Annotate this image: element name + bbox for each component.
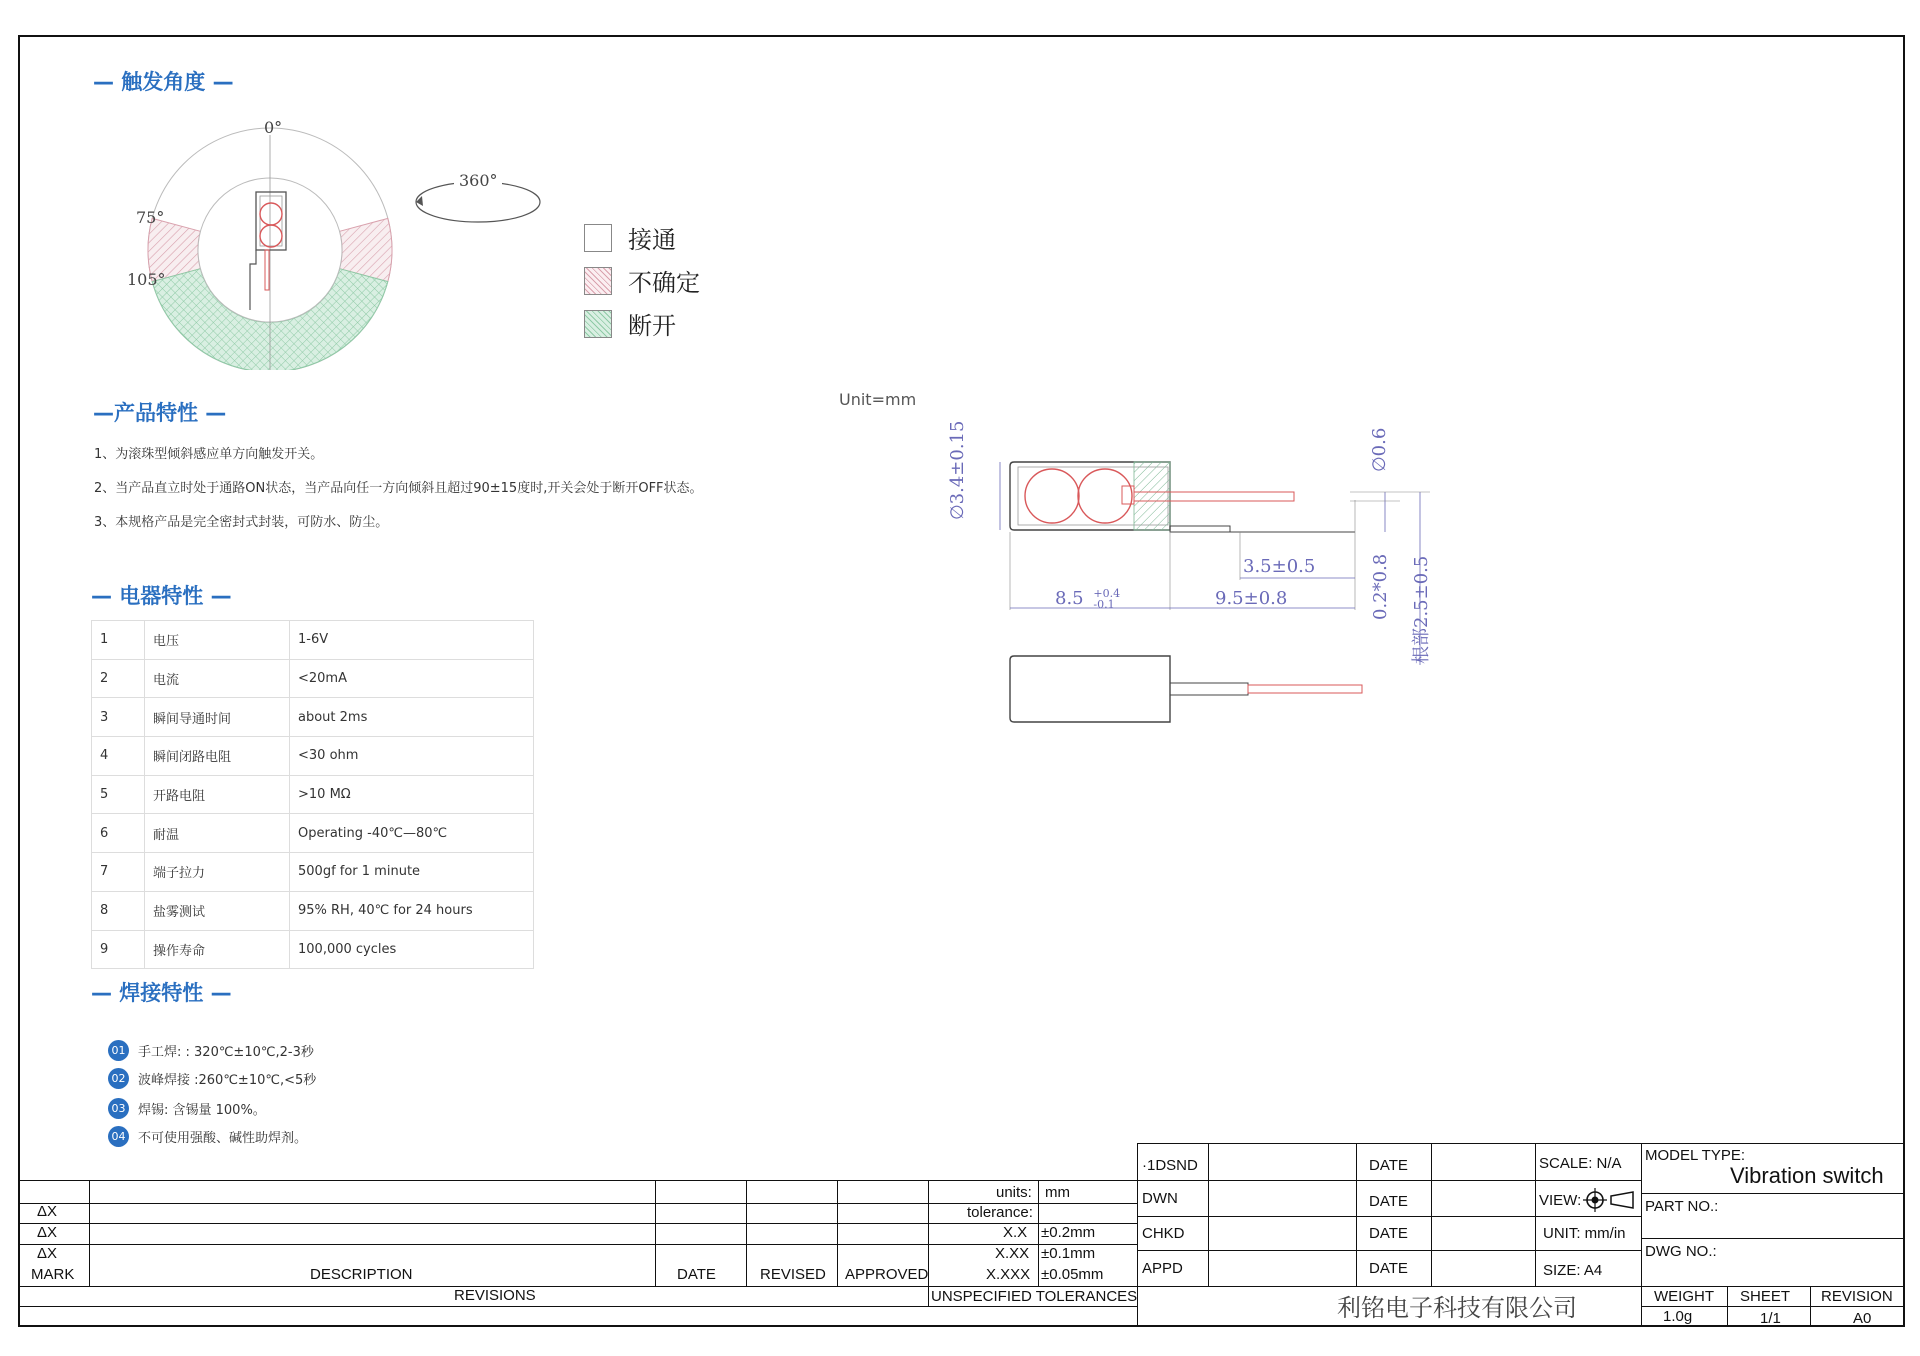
tb-line bbox=[1641, 1193, 1905, 1194]
spec-name-cell: 端子拉力 bbox=[145, 853, 290, 892]
tb-line bbox=[1641, 1238, 1905, 1239]
spec-value-cell: 500gf for 1 minute bbox=[290, 853, 534, 892]
tolerance-key: X.XX bbox=[995, 1245, 1030, 1262]
welding-text: 手工焊: : 320℃±10℃,2-3秒 bbox=[138, 1045, 314, 1060]
sheet-label: SHEET bbox=[1740, 1288, 1791, 1305]
tolerance-value: ±0.2mm bbox=[1041, 1224, 1096, 1241]
tb-line bbox=[1641, 1286, 1905, 1287]
table-row bbox=[92, 659, 534, 698]
welding-text: 焊锡: 含锡量 100%。 bbox=[138, 1103, 266, 1118]
angle-label-0: 0° bbox=[264, 118, 283, 137]
spec-number-cell: 7 bbox=[92, 853, 145, 892]
spec-number-cell: 2 bbox=[92, 659, 145, 698]
spec-number-cell: 8 bbox=[92, 891, 145, 930]
spec-value-cell: about 2ms bbox=[290, 698, 534, 737]
sheet-value: 1/1 bbox=[1760, 1310, 1781, 1327]
spec-name-cell: 瞬间导通时间 bbox=[145, 698, 290, 737]
spec-value-cell: <30 ohm bbox=[290, 737, 534, 776]
tb-line bbox=[1137, 1143, 1642, 1144]
signoff-unit: UNIT: mm/in bbox=[1543, 1225, 1626, 1242]
tb-line bbox=[1356, 1143, 1357, 1286]
spec-number-cell: 4 bbox=[92, 737, 145, 776]
model-type-value: Vibration switch bbox=[1730, 1163, 1884, 1188]
signoff-scale: SCALE: N/A bbox=[1539, 1155, 1622, 1172]
table-row bbox=[92, 814, 534, 853]
welding-item-3 bbox=[108, 1098, 266, 1119]
legend-label-uncertain: 不确定 bbox=[628, 269, 700, 297]
legend-label-on: 接通 bbox=[628, 226, 676, 254]
tb-line bbox=[1137, 1286, 1642, 1287]
legend-swatch-on bbox=[584, 224, 612, 252]
spec-value-cell: <20mA bbox=[290, 659, 534, 698]
weight-value: 1.0g bbox=[1663, 1308, 1693, 1325]
tb-line bbox=[1208, 1143, 1209, 1286]
welding-item-4 bbox=[108, 1126, 307, 1147]
tb-line bbox=[746, 1180, 747, 1286]
unspecified-tolerances-label: UNSPECIFIED TOLERANCES bbox=[931, 1288, 1138, 1305]
tolerance-units-label: units: bbox=[996, 1184, 1032, 1201]
spec-number-cell: 5 bbox=[92, 775, 145, 814]
signoff-role: DWN bbox=[1142, 1190, 1178, 1207]
weight-label: WEIGHT bbox=[1654, 1288, 1714, 1305]
welding-text: 不可使用强酸、碱性助焊剂。 bbox=[138, 1131, 308, 1146]
tb-line bbox=[18, 1244, 1138, 1245]
dwg-no-label: DWG NO.: bbox=[1645, 1243, 1717, 1260]
tb-line bbox=[1038, 1180, 1039, 1286]
table-row bbox=[92, 698, 534, 737]
dim-8-5 bbox=[1055, 588, 1120, 610]
spec-name-cell: 耐温 bbox=[145, 814, 290, 853]
tb-line bbox=[18, 1286, 1138, 1287]
spec-number-cell: 9 bbox=[92, 930, 145, 969]
company-name: 利铭电子科技有限公司 bbox=[1337, 1294, 1577, 1322]
legend-swatch-uncertain bbox=[584, 267, 612, 295]
welding-number-badge: 02 bbox=[108, 1068, 129, 1089]
revision-mark: ΔX bbox=[37, 1203, 58, 1220]
tolerance-units-value: mm bbox=[1045, 1184, 1070, 1201]
signoff-date: DATE bbox=[1369, 1225, 1408, 1242]
dim-3-5: 3.5±0.5 bbox=[1243, 556, 1316, 577]
revision-col-mark: MARK bbox=[31, 1266, 75, 1283]
revision-col-revised: REVISED bbox=[760, 1266, 826, 1283]
welding-text: 波峰焊接 :260℃±10℃,<5秒 bbox=[138, 1073, 317, 1088]
tb-line bbox=[1431, 1143, 1432, 1286]
dim-root-2-5: 根部2.5±0.5 bbox=[1411, 555, 1432, 664]
table-row bbox=[92, 621, 534, 660]
dim-9-5: 9.5±0.8 bbox=[1215, 588, 1288, 609]
signoff-date: DATE bbox=[1369, 1157, 1408, 1174]
tb-line bbox=[89, 1180, 90, 1286]
signoff-role: ·1DSND bbox=[1142, 1157, 1198, 1174]
spec-value-cell: 95% RH, 40℃ for 24 hours bbox=[290, 891, 534, 930]
signoff-view: VIEW: bbox=[1539, 1192, 1582, 1209]
angle-label-75: 75° bbox=[136, 208, 165, 227]
revision-col-date: DATE bbox=[677, 1266, 716, 1283]
tb-line bbox=[928, 1180, 929, 1306]
spec-value-cell: 1-6V bbox=[290, 621, 534, 660]
tolerance-label: tolerance: bbox=[967, 1204, 1033, 1221]
legend-item-on bbox=[584, 220, 676, 255]
tolerance-value: ±0.05mm bbox=[1041, 1266, 1104, 1283]
revisions-label: REVISIONS bbox=[454, 1287, 536, 1304]
table-row bbox=[92, 891, 534, 930]
legend-item-off bbox=[584, 306, 676, 341]
welding-number-badge: 04 bbox=[108, 1126, 129, 1147]
legend-swatch-off bbox=[584, 310, 612, 338]
projection-symbol-icon bbox=[1583, 1187, 1639, 1213]
section-title-electrical: — 电器特性 — bbox=[91, 584, 232, 608]
tb-line bbox=[1137, 1216, 1642, 1217]
trigger-angle-diagram bbox=[120, 110, 560, 370]
feature-line-3: 3、本规格产品是完全密封式封装，可防水、防尘。 bbox=[94, 515, 389, 530]
spec-name-cell: 盐雾测试 bbox=[145, 891, 290, 930]
legend-item-uncertain bbox=[584, 263, 700, 298]
model-type-label: MODEL TYPE: bbox=[1645, 1147, 1746, 1164]
signoff-role: CHKD bbox=[1142, 1225, 1185, 1242]
dim-diameter: ∅3.4±0.15 bbox=[947, 420, 968, 520]
spec-value-cell: Operating -40℃—80℃ bbox=[290, 814, 534, 853]
tb-line bbox=[1727, 1286, 1728, 1326]
tolerance-key: X.XXX bbox=[986, 1266, 1031, 1283]
part-no-label: PART NO.: bbox=[1645, 1198, 1719, 1215]
tb-line bbox=[1137, 1250, 1642, 1251]
spec-number-cell: 6 bbox=[92, 814, 145, 853]
tolerance-key: X.X bbox=[1003, 1224, 1028, 1241]
welding-number-badge: 03 bbox=[108, 1098, 129, 1119]
tb-line bbox=[1641, 1143, 1905, 1144]
dim-8-5-value: 8.5 bbox=[1055, 588, 1084, 609]
spec-value-cell: 100,000 cycles bbox=[290, 930, 534, 969]
section-title-product-features: —产品特性 — bbox=[93, 401, 227, 425]
drawing-unit-label: Unit=mm bbox=[839, 390, 917, 409]
tb-line bbox=[1641, 1306, 1905, 1307]
tb-line bbox=[18, 1326, 1905, 1327]
revision-value: A0 bbox=[1853, 1310, 1872, 1327]
dim-0-2x0-8: 0.2*0.8 bbox=[1370, 553, 1391, 620]
revision-col-approved: APPROVED bbox=[845, 1266, 929, 1283]
signoff-date: DATE bbox=[1369, 1260, 1408, 1277]
welding-item-1 bbox=[108, 1040, 314, 1061]
dim-pin-diameter: ∅0.6 bbox=[1369, 427, 1390, 472]
table-row bbox=[92, 930, 534, 969]
table-row bbox=[92, 737, 534, 776]
feature-line-2: 2、当产品直立时处于通路ON状态，当产品向任一方向倾斜且超过90±15度时,开关会处于断开OFF状态。 bbox=[94, 481, 703, 496]
section-title-welding: — 焊接特性 — bbox=[91, 981, 232, 1005]
revision-col-description: DESCRIPTION bbox=[310, 1266, 413, 1283]
spec-name-cell: 瞬间闭路电阻 bbox=[145, 737, 290, 776]
signoff-date: DATE bbox=[1369, 1193, 1408, 1210]
spec-number-cell: 3 bbox=[92, 698, 145, 737]
spec-name-cell: 开路电阻 bbox=[145, 775, 290, 814]
dim-8-5-tolerance bbox=[1093, 588, 1120, 610]
angle-label-105: 105° bbox=[127, 270, 166, 289]
tb-line bbox=[1535, 1143, 1536, 1286]
tb-line bbox=[18, 1306, 1138, 1307]
tb-line bbox=[655, 1180, 656, 1286]
dim-8-5-tol-minus: -0.1 bbox=[1093, 598, 1115, 611]
angle-label-360: 360° bbox=[459, 171, 498, 190]
tb-line bbox=[18, 1180, 1138, 1181]
tb-line bbox=[1137, 1180, 1642, 1181]
tb-line bbox=[1810, 1286, 1811, 1326]
table-row bbox=[92, 853, 534, 892]
welding-number-badge: 01 bbox=[108, 1040, 129, 1061]
section-title-trigger-angle: — 触发角度 — bbox=[93, 70, 234, 94]
revision-mark: ΔX bbox=[37, 1245, 58, 1262]
spec-name-cell: 电流 bbox=[145, 659, 290, 698]
tb-line bbox=[18, 1223, 1138, 1224]
spec-value-cell: >10 MΩ bbox=[290, 775, 534, 814]
spec-name-cell: 操作寿命 bbox=[145, 930, 290, 969]
signoff-role: APPD bbox=[1142, 1260, 1183, 1277]
tolerance-value: ±0.1mm bbox=[1041, 1245, 1096, 1262]
tb-line bbox=[837, 1180, 838, 1286]
dim-8-5-tol-plus: +0.4 bbox=[1093, 587, 1121, 600]
revision-mark: ΔX bbox=[37, 1224, 58, 1241]
feature-line-1: 1、为滚珠型倾斜感应单方向触发开关。 bbox=[94, 447, 324, 462]
spec-number-cell: 1 bbox=[92, 621, 145, 660]
legend-label-off: 断开 bbox=[628, 312, 676, 340]
spec-name-cell: 电压 bbox=[145, 621, 290, 660]
tb-line bbox=[18, 1180, 19, 1327]
welding-item-2 bbox=[108, 1068, 316, 1089]
signoff-size: SIZE: A4 bbox=[1543, 1262, 1603, 1279]
revision-label: REVISION bbox=[1821, 1288, 1893, 1305]
electrical-spec-table bbox=[91, 620, 534, 969]
table-row bbox=[92, 775, 534, 814]
